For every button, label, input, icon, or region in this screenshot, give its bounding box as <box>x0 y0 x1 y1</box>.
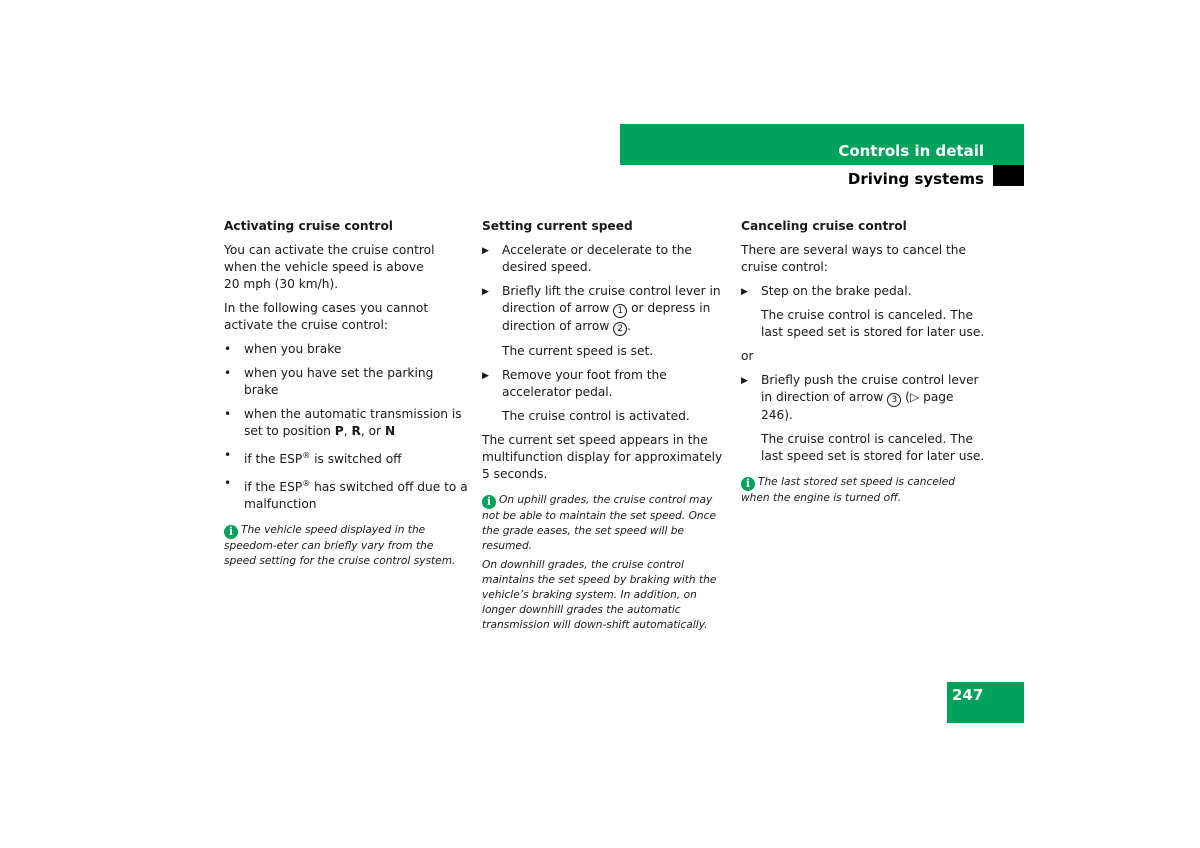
gear-position-p: P <box>334 424 344 438</box>
circled-3-icon: 3 <box>887 393 901 407</box>
bullet-icon: • <box>224 448 232 462</box>
step-item <box>482 242 726 276</box>
text: Accelerate or decelerate to the desired speed. <box>502 243 692 274</box>
text: when you have set the parking brake <box>244 366 434 397</box>
step-result: The cruise control is activated. <box>502 409 690 423</box>
info-note <box>224 523 468 569</box>
list-item <box>224 341 468 358</box>
paragraph-activate-speed <box>224 242 468 293</box>
text: 20 mph (30 km/h). <box>224 277 339 291</box>
arrow-icon: ▶ <box>741 376 748 386</box>
text: Briefly push the cruise control lever in direction of arrow <box>761 373 979 404</box>
circled-1-icon: 1 <box>613 304 627 318</box>
info-icon: i <box>741 477 755 491</box>
circled-2-icon: 2 <box>613 322 627 336</box>
header-black-block <box>993 165 1024 186</box>
arrow-icon: ▶ <box>482 371 489 381</box>
text: when you brake <box>244 342 342 356</box>
info-note-continued: On downhill grades, the cruise control maintains the set speed by braking with the vehicle’s braking system. In addition, on longer downhill grades the automatic transmission will down-shift automatically. <box>482 559 717 631</box>
column-activating <box>224 218 468 573</box>
heading-canceling: Canceling cruise control <box>741 219 907 233</box>
text: when the automatic transmission is set to position <box>244 407 462 438</box>
text: has switched off due to a malfunction <box>244 480 468 512</box>
gear-position-n: N <box>384 424 396 438</box>
text: , or <box>360 424 385 438</box>
bullet-icon: • <box>224 407 232 421</box>
info-note <box>741 475 985 506</box>
text: , <box>343 424 352 438</box>
step-item <box>482 367 726 401</box>
column-canceling <box>741 218 985 510</box>
gear-position-r: R <box>351 424 361 438</box>
step-item <box>482 283 726 336</box>
step-item <box>741 283 985 300</box>
info-icon: i <box>224 525 238 539</box>
info-icon: i <box>482 495 496 509</box>
text: Remove your foot from the accelerator pedal. <box>502 368 667 399</box>
text: is switched off <box>310 452 402 467</box>
step-result: The cruise control is canceled. The last speed set is stored for later use. <box>761 308 985 339</box>
heading-activating: Activating cruise control <box>224 219 393 233</box>
paragraph-display <box>482 432 726 483</box>
list-item <box>224 475 468 513</box>
bullet-icon: • <box>224 366 232 380</box>
step-item <box>741 372 985 424</box>
list-item <box>224 365 468 399</box>
text: . <box>627 319 632 333</box>
arrow-icon: ▶ <box>741 287 748 297</box>
heading-setting-speed: Setting current speed <box>482 219 633 233</box>
note-text: On uphill grades, the cruise control may not be able to maintain the set speed. Once the grade eases, the set speed will be resumed. <box>482 494 716 552</box>
bullet-icon: • <box>224 476 232 491</box>
registered-mark: ® <box>302 451 311 460</box>
info-note <box>482 493 726 554</box>
page-number: 247 <box>952 686 984 704</box>
text: Step on the brake pedal. <box>761 284 912 298</box>
text: if the ESP <box>244 452 303 467</box>
subsection-title: Driving systems <box>847 170 984 188</box>
text: if the ESP <box>244 480 303 495</box>
bullet-icon: • <box>224 342 232 356</box>
note-text: The last stored set speed is canceled when the engine is turned off. <box>741 476 955 504</box>
text: Briefly lift the cruise control lever in direction of arrow <box>502 284 721 315</box>
text: 5 seconds. <box>482 467 548 481</box>
list-item <box>224 447 468 468</box>
text: The current set speed appears in the multifunction display for approximately <box>482 433 723 464</box>
text: or depress in direction of arrow <box>502 301 711 333</box>
section-title: Controls in detail <box>838 142 984 160</box>
paragraph-intro: There are several ways to cancel the cruise control: <box>741 243 966 274</box>
page-reference: (▷ page 246). <box>761 390 954 422</box>
arrow-icon: ▶ <box>482 287 489 297</box>
text: You can activate the cruise control when the vehicle speed is above <box>224 243 435 274</box>
registered-mark: ® <box>302 479 311 489</box>
paragraph-cannot-activate: In the following cases you cannot activate the cruise control: <box>224 301 429 332</box>
arrow-icon: ▶ <box>482 246 489 256</box>
list-item <box>224 406 468 440</box>
column-setting-speed <box>482 218 726 637</box>
step-result: The current speed is set. <box>502 344 654 358</box>
step-result: The cruise control is canceled. The last speed set is stored for later use. <box>761 432 985 463</box>
or-separator: or <box>741 349 754 363</box>
note-text: The vehicle speed displayed in the speedom-eter can briefly vary from the speed setting for the cruise control system. <box>224 524 456 568</box>
